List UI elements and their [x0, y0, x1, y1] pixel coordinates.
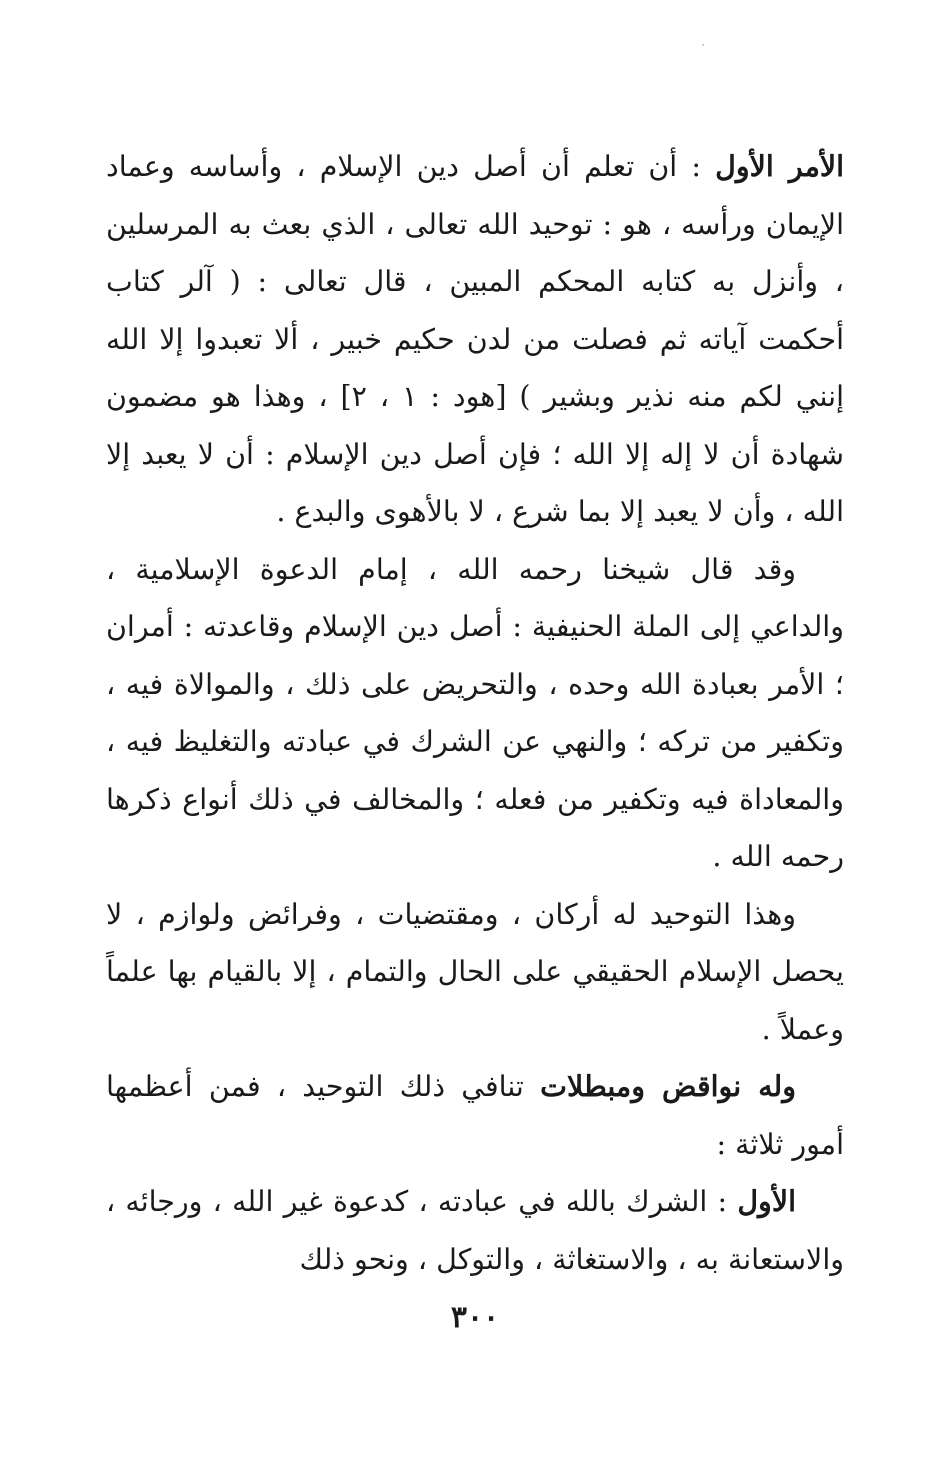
body-text — [106, 138, 844, 1288]
paragraph-2-text: وقد قال شيخنا رحمه الله ، إمام الدعوة الإسلامية ، والداعي إلى الملة الحنيفية : أصل دين الإسلام وقاعدته : أمران ؛ الأمر بعبادة الله وحده ، والتحريض على ذلك ، والموالاة فيه ، وتكفير من تركه ؛ والنهي عن الشرك في عبادته والتغليظ فيه ، والمعاداة فيه وتكفير من فعله ؛ والمخالف في ذلك أنواع ذكرها رحمه الله . — [106, 552, 844, 873]
paragraph-5-text: : الشرك بالله في عبادته ، كدعوة غير الله ، ورجائه ، والاستعانة به ، والاستغاثة ، والتوكل ، ونحو ذلك — [106, 1185, 844, 1276]
paragraph-3-text: وهذا التوحيد له أركان ، ومقتضيات ، وفرائض ولوازم ، لا يحصل الإسلام الحقيقي على الحال والتمام ، إلا بالقيام بها علماً وعملاً . — [106, 897, 844, 1046]
scan-speck — [702, 44, 704, 46]
paragraph-2 — [106, 541, 844, 886]
paragraph-4-heading: وله نواقض ومبطلات — [540, 1069, 796, 1103]
paragraph-1 — [106, 138, 844, 541]
paragraph-4 — [106, 1058, 844, 1173]
paragraph-4-text: تنافي ذلك التوحيد ، فمن أعظمها أمور ثلاثة : — [106, 1070, 844, 1161]
paragraph-5 — [106, 1173, 844, 1288]
paragraph-3 — [106, 886, 844, 1059]
paragraph-1-heading: الأمر الأول — [715, 149, 845, 183]
paragraph-5-heading: الأول — [737, 1184, 796, 1218]
paragraph-1-text: : أن تعلم أن أصل دين الإسلام ، وأساسه وعماد الإيمان ورأسه ، هو : توحيد الله تعالى ، الذي بعث به المرسلين ، وأنزل به كتابه المحكم المبين ، قال تعالى : ( آلر كتاب أحكمت آياته ثم فصلت من لدن حكيم خبير ، ألا تعبدوا إلا الله إنني لكم منه نذير وبشير ) [هود : ١ ، ٢] ، وهذا هو مضمون شهادة أن لا إله إلا الله ؛ فإن أصل دين الإسلام : أن لا يعبد إلا الله ، وأن لا يعبد إلا بما شرع ، لا بالأهوى والبدع . — [106, 150, 844, 528]
page-number: ٣٠٠ — [450, 1300, 500, 1335]
